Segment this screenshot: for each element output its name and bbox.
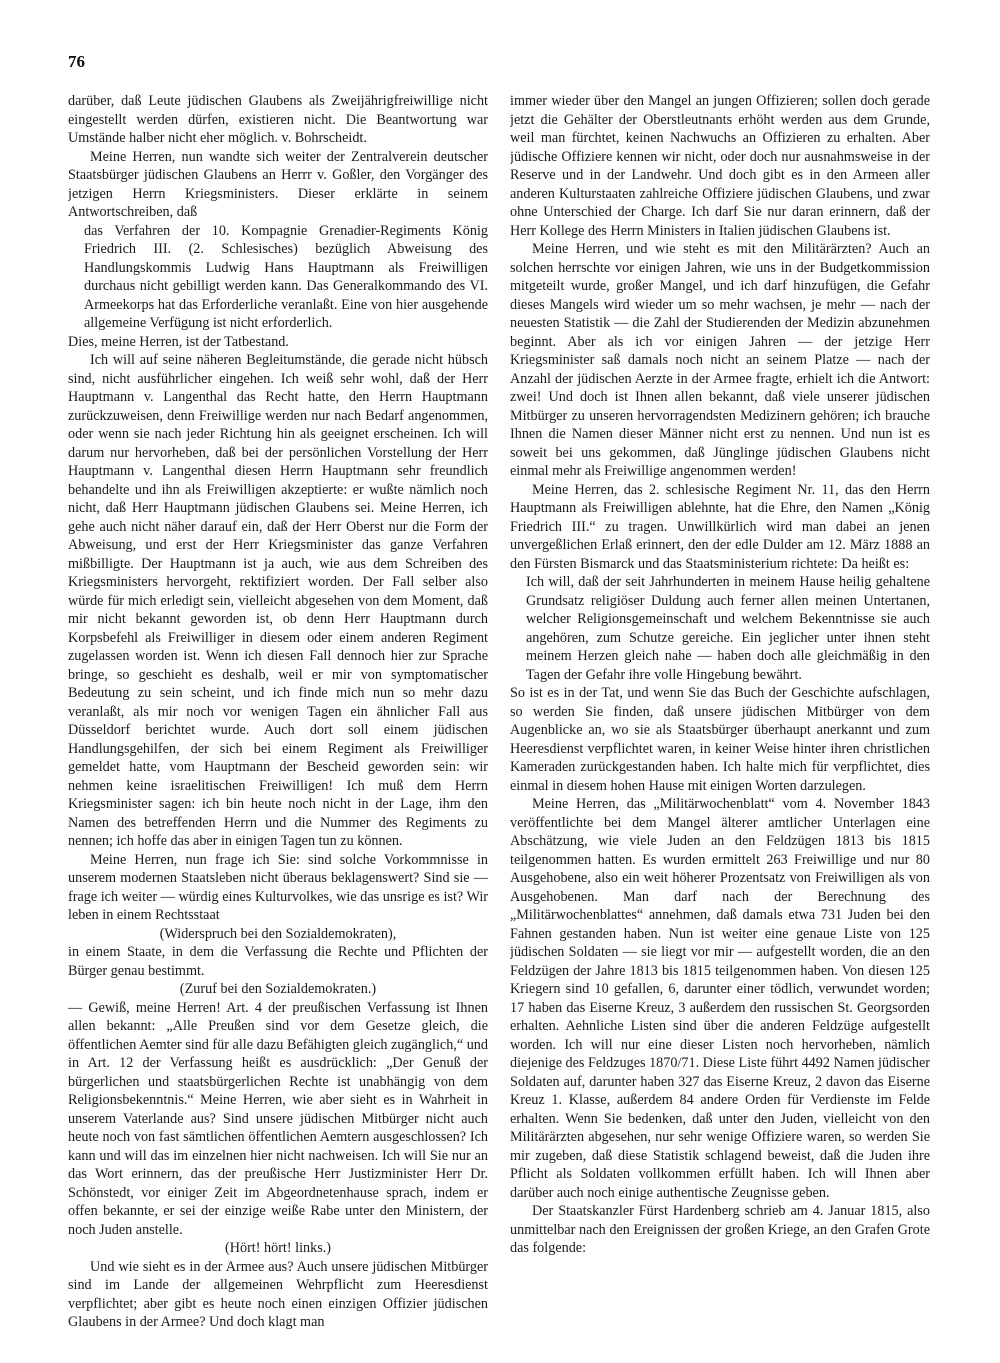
paragraph: — Gewiß, meine Herren! Art. 4 der preußischen Verfassung ist Ihnen allen bekannt: „Alle Preußen sind vor dem Gesetze gleich, die öffentlichen Aemter sind für alle dazu Befähigten gleich zugänglich,“ und in Art. 12 der Verfassung heißt es ausdrücklich: „Der Genuß der bürgerlichen und staatsbürgerlichen Rechte ist unabhängig von dem Religionsbekenntnis.“ Meine Herren, wie aber sieht es in Wahrheit in unserem Vaterlande aus? Sind unsere jüdischen Mitbürger nicht auch heute noch von fast sämtlichen öffentlichen Aemtern ausgeschlossen? Ich kann und will das im einzelnen hier nicht nachweisen. Ich will Sie nur an das Wort erinnern, das der preußische Herr Justizminister Herr Dr. Schönstedt, vor einiger Zeit im Abgeordnetenhause sprach, indem er offen bekannte, er sei der einzige weiße Rabe unter den Ministern, der noch Juden anstelle.: [68, 999, 488, 1238]
left-column: [68, 92, 488, 1332]
paragraph: So ist es in der Tat, und wenn Sie das Buch der Geschichte aufschlagen, so werden Sie finden, daß unsere jüdischen Mitbürger von dem Augenblicke an, wo sie als Staatsbürger überhaupt anerkannt und zum Heeresdienst verpflichtet waren, in keiner Weise hinter ihren christlichen Kameraden zurückgestanden haben. Ich halte mich für verpflichtet, dies einmal in diesem hohen Hause mit einigen Worten darzulegen.: [510, 685, 930, 794]
paragraph: Meine Herren, das 2. schlesische Regiment Nr. 11, das den Herrn Hauptmann als Freiwilligen ablehnte, hat die Ehre, den Namen „König Friedrich III.“ zu tragen. Unwillkürlich wird man dabei an jenen unvergeßlichen Erlaß erinnert, den der edle Dulder am 12. März 1888 an den Fürsten Bismarck und das Staatsministerium richtete: Da heißt es:: [510, 481, 930, 572]
paragraph: Meine Herren, und wie steht es mit den Militärärzten? Auch an solchen herrschte vor einigen Jahren, wie uns in der Budgetkommission mitgeteilt wurde, großer Mangel, und ich darf hinzufügen, die Gefahr dieses Mangels wird wieder um so mehr wachsen, je mehr — nach der neuesten Statistik — die Zahl der Studierenden der Medizin abzunehmen beginnt. Aber als ich vor einigen Jahren — der jetzige Herr Kriegsminister saß damals noch nicht an seinem Platze — nach der Anzahl der jüdischen Aerzte in der Armee fragte, erhielt ich die Antwort: zwei! Und doch ist Ihnen allen bekannt, daß viele unserer jüdischen Mitbürger zu unseren hervorragendsten Medizinern gehören; ich brauche Ihnen die Namen dieser Männer nicht erst zu nennen. Und nun ist es soweit bei uns gekommen, daß Jünglinge jüdischen Glaubens nicht einmal mehr als Freiwillige angenommen werden!: [510, 241, 930, 479]
interjection: (Hört! hört! links.): [225, 1240, 331, 1256]
page-number: 76: [68, 52, 85, 71]
interjection: (Zuruf bei den Sozialdemokraten.): [179, 981, 377, 997]
block-quote: das Verfahren der 10. Kompagnie Grenadier-Regiments König Friedrich III. (2. Schlesisches) bezüglich Abweisung des Handlungskommis Ludwig Hans Hauptmann als Freiwilligen durchaus nicht gebilligt werden kann. Das Generalkommando des VI. Armeekorps hat das Erforderliche veranlaßt. Eine von hier ausgehende allgemeine Verfügung ist nicht erforderlich.: [84, 222, 488, 331]
right-column: [510, 92, 930, 1332]
paragraph: Und wie sieht es in der Armee aus? Auch unsere jüdischen Mitbürger sind im Lande der allgemeinen Wehrpflicht zum Heeresdienst verpflichtet; aber gibt es heute noch einen einzigen Offizier jüdischen Glaubens in der Armee? Und doch klagt man: [68, 1258, 488, 1330]
block-quote: Ich will, daß der seit Jahrhunderten in meinem Hause heilig gehaltene Grundsatz religiöser Duldung auch ferner allen meinen Untertanen, welcher Religionsgemeinschaft und welchem Bekenntnisse sie auch angehören, zum Schutze gereiche. Ein jeglicher unter ihnen steht meinem Herzen gleich nahe — haben doch alle gleichmäßig in den Tagen der Gefahr ihre volle Hingebung bewährt.: [526, 574, 930, 683]
interjection: (Widerspruch bei den Sozialdemokraten),: [159, 925, 397, 942]
paragraph: Der Staatskanzler Fürst Hardenberg schrieb am 4. Januar 1815, also unmittelbar nach den Ereignissen der großen Kriege, an den Grafen Grote das folgende:: [510, 1203, 930, 1256]
paragraph: in einem Staate, in dem die Verfassung die Rechte und Pflichten der Bürger genau bestimmt.: [68, 944, 488, 979]
paragraph: immer wieder über den Mangel an jungen Offizieren; sollen doch gerade jetzt die Gehälter der Oberstleutnants erhöht werden aus dem Grunde, weil man fürchtet, keinen Nachwuchs an Offizieren zu erhalten. Aber jüdische Offiziere kennen wir nicht, oder doch nur ausnahmsweise in der Reserve und in der Landwehr. Und doch gibt es in den Armeen aller anderen Kulturstaaten zahlreiche Offiziere jüdischen Glaubens, und zwar ohne Unterschied der Charge. Ich darf Sie nur daran erinnern, daß der Herr Kollege des Herrn Ministers in Italien jüdischen Glaubens ist.: [510, 93, 930, 239]
paragraph: darüber, daß Leute jüdischen Glaubens als Zweijährigfreiwillige nicht eingestellt werden dürfen, existieren nicht. Die Beantwortung war Umstände halber nicht eher möglich. v. Bohrscheidt.: [68, 93, 488, 146]
paragraph: Meine Herren, nun frage ich Sie: sind solche Vorkommnisse in unserem modernen Staatsleben nicht überaus beklagenswert? Sind sie — frage ich weiter — würdig eines Kulturvolkes, wie das unsrige es ist? Wir leben in einem Rechtsstaat: [68, 851, 488, 923]
paragraph: Ich will auf seine näheren Begleitumstände, die gerade nicht hübsch sind, nicht ausführlicher eingehen. Ich weiß sehr wohl, daß der Herr Hauptmann v. Langenthal das Recht hatte, den Herrn Hauptmann zurückzuweisen, denn Freiwillige werden nur nach Bedarf angenommen, oder wenn sie nach jeder Richtung hin als geeignet erscheinen. Ich will darum nur hervorheben, daß bei der persönlichen Vorstellung der Herr Hauptmann v. Langenthal diesen Herrn Hauptmann sehr freundlich behandelte und ihn als Freiwilligen akzeptierte: er wußte nämlich noch nicht, daß Herr Hauptmann jüdischen Glaubens sei. Meine Herren, ich gehe auch nicht näher darauf ein, daß der Herr Oberst nur die Form der Abweisung, und erst der Herr Kriegsminister das ganze Verfahren mißbilligte. Der Hauptmann ist ja auch, wie aus dem Schreiben des Kriegsministers hervorgeht, rektifiziert worden. Der Fall selber also würde für mich erledigt sein, vielleicht abgesehen von dem Moment, daß mir nicht bekannt geworden ist, ob denn Herr Hauptmann durch Korpsbefehl als Freiwilliger in diesem oder einem anderen Regiment zugelassen worden ist. Wenn ich diesen Fall dennoch hier zur Sprache bringe, so geschieht es deshalb, weil er mir von symptomatischer Bedeutung zu sein scheint, und ich finde mich nun so mehr dazu veranlaßt, als mir noch vor wenigen Tagen ein ähnlicher Fall aus Düsseldorf berichtet wurde. Auch dort soll einem jüdischen Handlungsgehilfen, der sich bei einem Regiment als Freiwilliger gemeldet hatte, vom Hauptmann der Bescheid geworden sein: wir nehmen keine israelitischen Freiwilligen! Ich muß dem Herrn Kriegsminister sagen: ich bin heute noch nicht in der Lage, ihm den Namen des betreffenden Herrn und die Nummer des Regiments zu nennen; ich hoffe das aber in einigen Tagen tun zu können.: [68, 352, 488, 849]
paragraph: Meine Herren, nun wandte sich weiter der Zentralverein deutscher Staatsbürger jüdischen Glaubens an Herrr v. Goßler, den Vorgänger des jetzigen Herrn Kriegsministers. Dieser erklärte in seinem Antwortschreiben, daß: [68, 148, 488, 220]
paragraph: Meine Herren, das „Militärwochenblatt“ vom 4. November 1843 veröffentlichte bei dem Mangel älterer amtlicher Unterlagen eine Abschätzung, wie viele Juden an den Feldzügen 1813 bis 1815 teilgenommen hatten. Es wurden ermittelt 263 Freiwillige und nur 80 Ausgehobene, also ein weit höherer Prozentsatz von Freiwilligen als von Ausgehobenen. Man darf nach der Berechnung des „Militärwochenblattes“ annehmen, daß damals etwa 731 Juden bei den Fahnen gestanden haben. Nun ist weiter eine genaue Liste von 125 jüdischen Soldaten — sie liegt vor mir — aufgestellt worden, die an den Feldzügen der Jahre 1813 bis 1815 teilgenommen haben. Von diesen 125 Kriegern sind 10 gefallen, 6, darunter einer tödlich, verwundet worden; 17 haben das Eiserne Kreuz, 3 außerdem den russischen St. Georgsorden erhalten. Aehnliche Listen sind über die anderen Feldzüge aufgestellt worden. Ich will nur eine dieser Listen noch hervorheben, nämlich diejenige des Feldzuges 1870/71. Diese Liste führt 4492 Namen jüdischer Soldaten auf, darunter haben 327 das Eiserne Kreuz, 2 davon das Eiserne Kreuz 1. Klasse, außerdem 84 andere Orden für Verdienste im Felde erhalten. Wenn Sie bedenken, daß unter den Juden, vielleicht von den Militärärzten abgesehen, nur sehr wenige Offiziere waren, so werden Sie mir zugeben, daß diese Statistik schlagend beweist, daß die Juden ihre Pflicht als Soldaten vollkommen erfüllt haben. Ich will Ihnen aber darüber auch noch einige authentische Zeugnisse geben.: [510, 796, 930, 1201]
paragraph: Dies, meine Herren, ist der Tatbestand.: [68, 333, 289, 350]
